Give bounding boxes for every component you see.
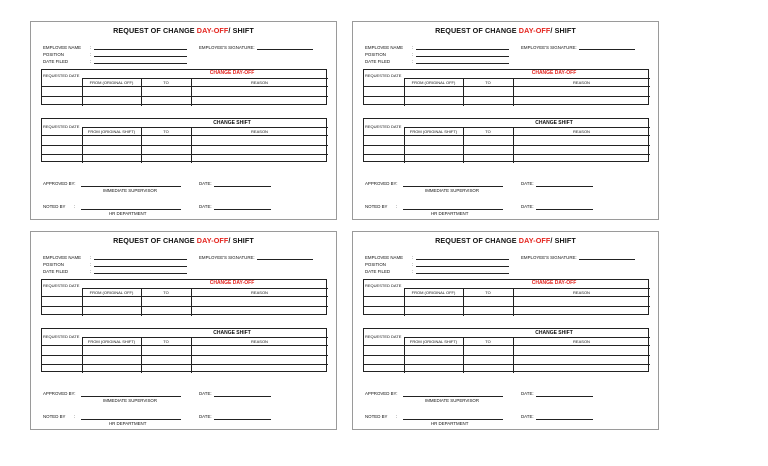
colon: : — [396, 204, 398, 209]
shift-section-title: CHANGE SHIFT — [535, 330, 573, 336]
shift-section-title: CHANGE SHIFT — [535, 120, 573, 126]
from-original-off-header: FROM (ORIGINAL OFF) — [89, 80, 134, 85]
colon: : — [396, 414, 398, 419]
date-filed-field[interactable] — [94, 63, 187, 64]
form-title: REQUEST OF CHANGE DAY-OFF/ SHIFT — [113, 236, 254, 245]
signature-label: EMPLOYEE'S SIGNATURE: — [199, 255, 255, 260]
shift-table — [41, 118, 327, 162]
approved-date-label: DATE: — [199, 181, 212, 186]
from-original-shift-header: FROM (ORIGINAL SHIFT) — [87, 339, 136, 344]
position-label: POSITION — [365, 262, 386, 267]
colon: : — [412, 59, 414, 64]
immediate-supervisor-label: IMMEDIATE SUPERVISOR — [425, 188, 479, 193]
reason-header: REASON — [251, 129, 268, 134]
requested-date-header: REQUESTED DATE — [43, 334, 80, 339]
to-header: TO — [485, 339, 491, 344]
reason-header: REASON — [573, 290, 590, 295]
form-title: REQUEST OF CHANGE DAY-OFF/ SHIFT — [113, 26, 254, 35]
reason-header: REASON — [573, 339, 590, 344]
approved-by-field[interactable] — [403, 186, 503, 187]
requested-date-header: REQUESTED DATE — [43, 283, 80, 288]
noted-date-label: DATE: — [199, 204, 212, 209]
immediate-supervisor-label: IMMEDIATE SUPERVISOR — [103, 188, 157, 193]
requested-date-header: REQUESTED DATE — [365, 283, 402, 288]
colon: : — [90, 262, 92, 267]
to-header: TO — [485, 80, 491, 85]
employee-name-label: EMPLOVEE NAME — [43, 45, 82, 50]
change-request-form — [352, 21, 659, 220]
approved-date-label: DATE: — [199, 391, 212, 396]
dayoff-table — [363, 69, 649, 105]
requested-date-header: REQUESTED DATE — [365, 73, 402, 78]
employee-name-label: EMPLOVEE NAME — [365, 255, 404, 260]
colon: : — [412, 255, 414, 260]
dayoff-table — [41, 279, 327, 315]
immediate-supervisor-label: IMMEDIATE SUPERVISOR — [103, 398, 157, 403]
reason-header: REASON — [573, 80, 590, 85]
change-request-form — [30, 21, 337, 220]
colon: : — [74, 204, 76, 209]
date-filed-label: DATE FILED — [365, 269, 391, 274]
colon: : — [90, 269, 92, 274]
noted-date-field[interactable] — [536, 209, 593, 210]
noted-by-field[interactable] — [403, 419, 503, 420]
approved-by-label: APPROVED BY: — [365, 181, 398, 186]
approved-by-field[interactable] — [81, 186, 181, 187]
employee-name-field[interactable] — [416, 259, 509, 260]
to-header: TO — [485, 290, 491, 295]
hr-department-label: HR DEPARTMENT — [109, 421, 147, 426]
approved-by-label: APPROVED BY: — [43, 181, 76, 186]
to-header: TO — [163, 129, 169, 134]
to-header: TO — [163, 80, 169, 85]
noted-date-field[interactable] — [214, 209, 271, 210]
dayoff-table — [363, 279, 649, 315]
position-field[interactable] — [94, 266, 187, 267]
requested-date-header: REQUESTED DATE — [43, 124, 80, 129]
date-filed-field[interactable] — [416, 63, 509, 64]
reason-header: REASON — [251, 80, 268, 85]
shift-section-title: CHANGE SHIFT — [213, 330, 251, 336]
date-filed-label: DATE FILED — [365, 59, 391, 64]
employee-name-field[interactable] — [94, 49, 187, 50]
signature-field[interactable] — [257, 259, 313, 260]
from-original-shift-header: FROM (ORIGINAL SHIFT) — [409, 129, 458, 134]
dayoff-section-title: CHANGE DAY-OFF — [209, 70, 255, 76]
date-filed-field[interactable] — [94, 273, 187, 274]
colon: : — [412, 269, 414, 274]
from-original-off-header: FROM (ORIGINAL OFF) — [89, 290, 134, 295]
approved-by-label: APPROVED BY: — [43, 391, 76, 396]
approved-date-field[interactable] — [536, 396, 593, 397]
hr-department-label: HR DEPARTMENT — [109, 211, 147, 216]
shift-table — [363, 328, 649, 372]
noted-date-label: DATE: — [521, 414, 534, 419]
colon: : — [90, 59, 92, 64]
position-label: POSITION — [43, 262, 64, 267]
approved-date-field[interactable] — [214, 396, 271, 397]
requested-date-header: REQUESTED DATE — [365, 334, 402, 339]
noted-by-label: NOTED BY — [43, 414, 66, 419]
shift-table — [41, 328, 327, 372]
dayoff-table — [41, 69, 327, 105]
reason-header: REASON — [251, 339, 268, 344]
date-filed-label: DATE FILED — [43, 59, 69, 64]
dayoff-section-title: CHANGE DAY-OFF — [531, 280, 577, 286]
requested-date-header: REQUESTED DATE — [365, 124, 402, 129]
shift-table — [363, 118, 649, 162]
signature-label: EMPLOYEE'S SIGNATURE: — [521, 255, 577, 260]
date-filed-field[interactable] — [416, 273, 509, 274]
signature-field[interactable] — [257, 49, 313, 50]
colon: : — [412, 262, 414, 267]
hr-department-label: HR DEPARTMENT — [431, 211, 469, 216]
noted-by-label: NOTED BY — [365, 414, 388, 419]
dayoff-section-title: CHANGE DAY-OFF — [531, 70, 577, 76]
employee-name-field[interactable] — [94, 259, 187, 260]
to-header: TO — [485, 129, 491, 134]
approved-date-label: DATE: — [521, 391, 534, 396]
signature-label: EMPLOYEE'S SIGNATURE: — [199, 45, 255, 50]
signature-field[interactable] — [579, 259, 635, 260]
noted-by-label: NOTED BY — [43, 204, 66, 209]
employee-name-label: EMPLOVEE NAME — [43, 255, 82, 260]
noted-date-field[interactable] — [214, 419, 271, 420]
position-field[interactable] — [94, 56, 187, 57]
position-label: POSITION — [365, 52, 386, 57]
colon: : — [90, 255, 92, 260]
noted-by-label: NOTED BY — [365, 204, 388, 209]
colon: : — [90, 45, 92, 50]
colon: : — [412, 45, 414, 50]
to-header: TO — [163, 290, 169, 295]
date-filed-label: DATE FILED — [43, 269, 69, 274]
approved-date-field[interactable] — [536, 186, 593, 187]
shift-section-title: CHANGE SHIFT — [213, 120, 251, 126]
immediate-supervisor-label: IMMEDIATE SUPERVISOR — [425, 398, 479, 403]
position-field[interactable] — [416, 266, 509, 267]
approved-by-field[interactable] — [81, 396, 181, 397]
requested-date-header: REQUESTED DATE — [43, 73, 80, 78]
noted-by-field[interactable] — [403, 209, 503, 210]
signature-label: EMPLOYEE'S SIGNATURE: — [521, 45, 577, 50]
approved-date-label: DATE: — [521, 181, 534, 186]
approved-by-label: APPROVED BY: — [365, 391, 398, 396]
change-request-form — [30, 231, 337, 430]
approved-date-field[interactable] — [214, 186, 271, 187]
to-header: TO — [163, 339, 169, 344]
noted-date-label: DATE: — [199, 414, 212, 419]
position-field[interactable] — [416, 56, 509, 57]
position-label: POSITION — [43, 52, 64, 57]
noted-date-field[interactable] — [536, 419, 593, 420]
from-original-off-header: FROM (ORIGINAL OFF) — [411, 80, 456, 85]
form-title: REQUEST OF CHANGE DAY-OFF/ SHIFT — [435, 236, 576, 245]
change-request-form — [352, 231, 659, 430]
from-original-shift-header: FROM (ORIGINAL SHIFT) — [409, 339, 458, 344]
colon: : — [74, 414, 76, 419]
signature-field[interactable] — [579, 49, 635, 50]
from-original-off-header: FROM (ORIGINAL OFF) — [411, 290, 456, 295]
dayoff-section-title: CHANGE DAY-OFF — [209, 280, 255, 286]
noted-by-field[interactable] — [81, 419, 181, 420]
approved-by-field[interactable] — [403, 396, 503, 397]
noted-date-label: DATE: — [521, 204, 534, 209]
reason-header: REASON — [251, 290, 268, 295]
colon: : — [412, 52, 414, 57]
reason-header: REASON — [573, 129, 590, 134]
from-original-shift-header: FROM (ORIGINAL SHIFT) — [87, 129, 136, 134]
noted-by-field[interactable] — [81, 209, 181, 210]
employee-name-field[interactable] — [416, 49, 509, 50]
employee-name-label: EMPLOVEE NAME — [365, 45, 404, 50]
hr-department-label: HR DEPARTMENT — [431, 421, 469, 426]
form-title: REQUEST OF CHANGE DAY-OFF/ SHIFT — [435, 26, 576, 35]
colon: : — [90, 52, 92, 57]
